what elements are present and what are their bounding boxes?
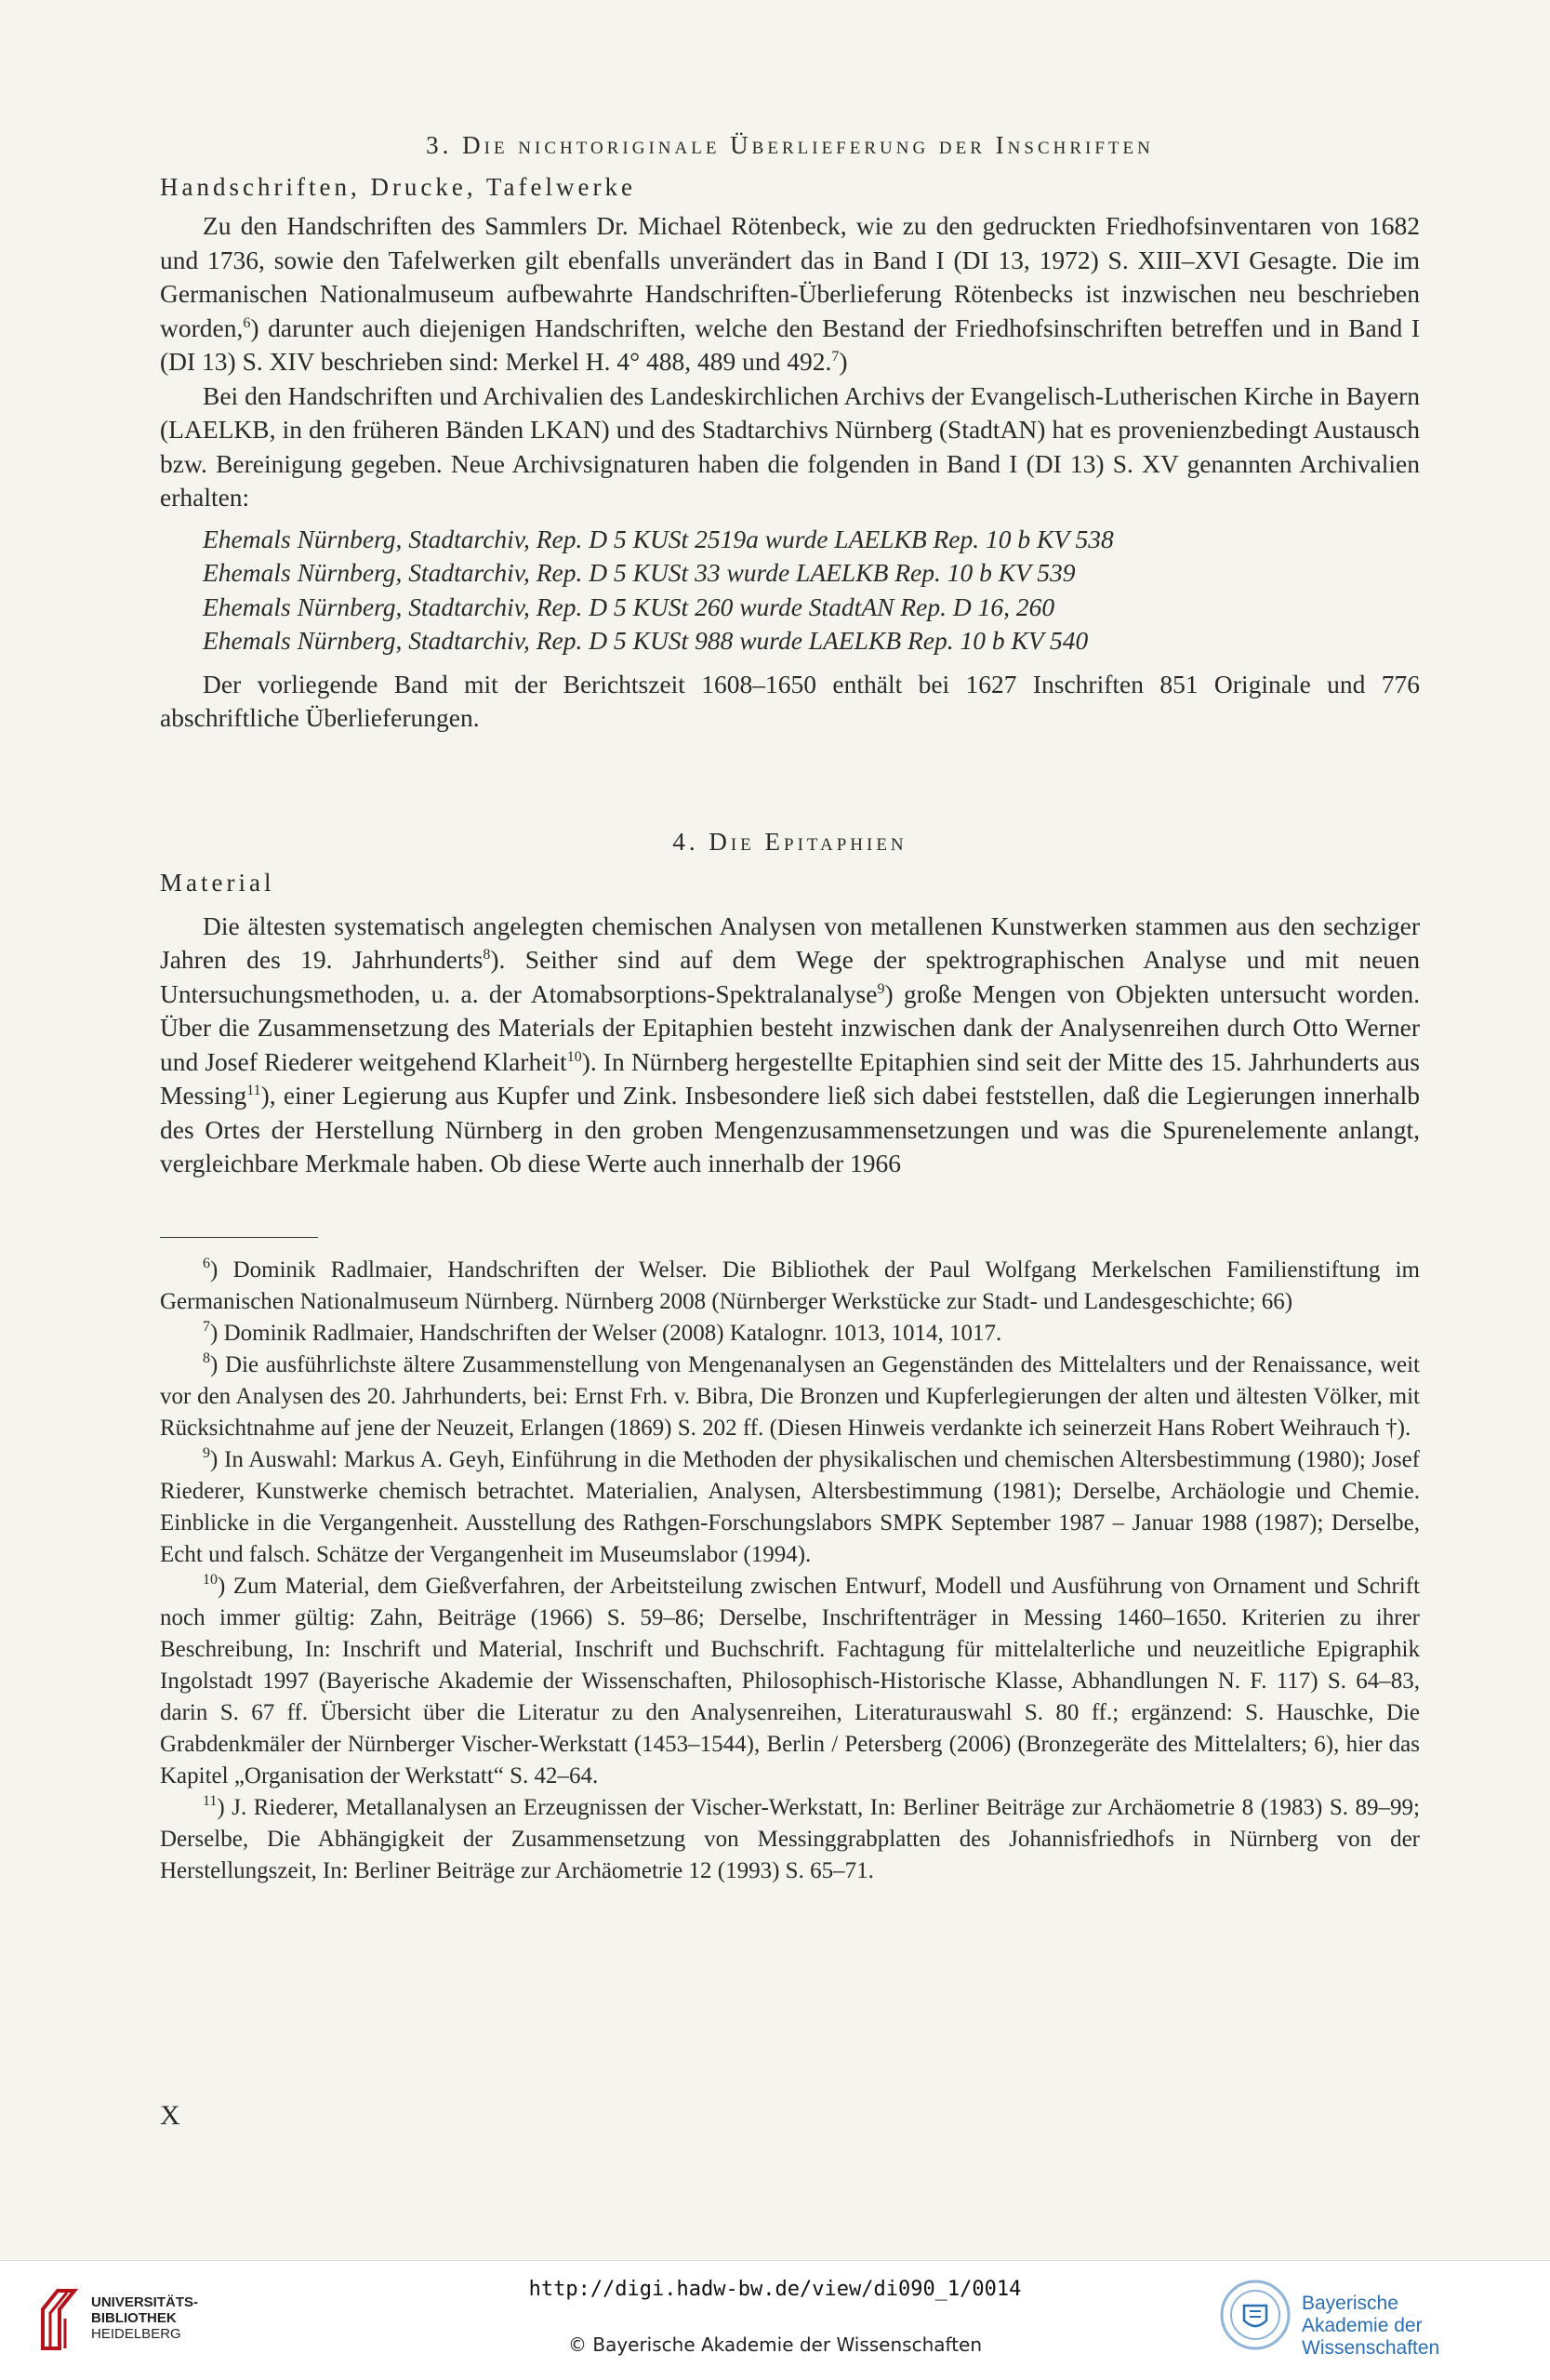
text-run: ) darunter auch diejenigen Handschriften, welche den Bestand der Friedhofsinschriften betreffen und in Band I (DI 13) S. XIV beschrieben sind: Merkel H. 4° 488, 489 und 492.	[160, 312, 1420, 376]
footnote-text: ) Dominik Radlmaier, Handschriften der Welser (2008) Katalognr. 1013, 1014, 1017.	[210, 1320, 1002, 1346]
page-content	[160, 128, 1420, 1887]
footnote-ref-6[interactable]: 6	[243, 314, 251, 331]
text-run: ), einer Legierung aus Kupfer und Zink. Insbesondere ließ sich dabei feststellen, daß die Legierungen innerhalb des Ortes der Herstellung Nürnberg in den groben Mengenzusammensetzungen und was die Spurenelemente anlangt, vergleichbare Merkmale haben. Ob diese Werte auch innerhalb der 1966	[160, 1081, 1420, 1177]
permalink-url[interactable]: http://digi.hadw-bw.de/view/di090_1/0014	[528, 2278, 1022, 2301]
section-4-subtitle: Material	[160, 869, 275, 897]
section-3-paragraph-2: Bei den Handschriften und Archivalien des Landeskirchlichen Archivs der Evangelisch-Lutherischen Kirche in Bayern (LAELKB, in den früheren Bänden LKAN) und des Stadtarchivs Nürnberg (StadtAN) hat es provenienzbedingt Austausch bzw. Bereinigung gegeben. Neue Archivsignaturen haben die folgenden in Band I (DI 13) S. XV genannten Archivalien erhalten:	[160, 380, 1420, 512]
text-run: ) große Mengen von Objekten untersucht worden. Über die Zusammensetzung des Materials der Epitaphien besteht inzwischen dank der Analysenreihen durch Otto Werner und Josef Riederer weitgehend Klarheit	[160, 978, 1420, 1076]
text-run: Die ältesten systematisch angelegten chemischen Analysen von metallenen Kunstwerken stammen aus den sechziger Jahren des 19. Jahrhunderts	[160, 911, 1420, 974]
text-run: Zu den Handschriften des Sammlers Dr. Michael Rötenbeck, wie zu den gedruckten Friedhofsinventaren von 1682 und 1736, sowie den Tafelwerken gilt ebenfalls unverändert das in Band I (DI 13, 1972) S. XIII–XVI Gesagte. Die im Germanischen Nationalmuseum aufbewahrte Handschriften-Überlieferung Rötenbecks ist inzwischen neu beschrieben worden,	[160, 211, 1420, 342]
footnote-ref-8[interactable]: 8	[483, 947, 491, 963]
footnote-divider	[160, 1237, 318, 1238]
footnote-number: 10	[203, 1571, 218, 1588]
baw-seal-icon	[1218, 2278, 1292, 2352]
baw-line-2: Akademie der Wissenschaften	[1302, 2315, 1440, 2359]
footnote-ref-11[interactable]: 11	[246, 1083, 261, 1098]
footnotes	[160, 1255, 1420, 1887]
footnote-9	[160, 1444, 1420, 1571]
archive-item: Ehemals Nürnberg, Stadtarchiv, Rep. D 5 KUSt 988 wurde LAELKB Rep. 10 b KV 540	[203, 626, 1089, 655]
archive-item: Ehemals Nürnberg, Stadtarchiv, Rep. D 5 KUSt 260 wurde StadtAN Rep. D 16, 260	[203, 592, 1055, 621]
footnote-number: 9	[203, 1444, 210, 1461]
footnote-11	[160, 1792, 1420, 1887]
page-number: X	[160, 2100, 180, 2131]
footnote-text: ) Dominik Radlmaier, Handschriften der Welser. Die Bibliothek der Paul Wolfgang Merkelschen Familienstiftung im Germanischen Nationalmuseum Nürnberg. Nürnberg 2008 (Nürnberger Werkstücke zur Stadt- und Landesgeschichte; 66)	[160, 1256, 1420, 1314]
footnote-10	[160, 1571, 1420, 1792]
footnote-text: ) Die ausführlichste ältere Zusammenstellung von Mengenanalysen an Gegenständen des Mittelalters und der Renaissance, weit vor den Analysen des 20. Jahrhunderts, bei: Ernst Frh. v. Bibra, Die Bronzen und Kupferlegierungen der alten und ältesten Völker, mit Rücksichtnahme auf jene der Neuzeit, Erlangen (1869) S. 202 ff. (Diesen Hinweis verdankte ich seinerzeit Hans Robert Weihrauch †).	[160, 1351, 1420, 1441]
section-4-paragraph-1	[160, 910, 1420, 1181]
ub-line-1: UNIVERSITÄTS-	[91, 2294, 199, 2310]
footnote-number: 7	[203, 1318, 210, 1335]
text-run: ). In Nürnberg hergestellte Epitaphien sind seit der Mitte des 15. Jahrhunderts aus Messing	[160, 1046, 1420, 1110]
section-3-paragraph-3: Der vorliegende Band mit der Berichtszeit 1608–1650 enthält bei 1627 Inschriften 851 Originale und 776 abschriftliche Überlieferungen.	[160, 669, 1420, 732]
footnote-ref-7[interactable]: 7	[831, 349, 840, 365]
section-4-title: 4. Die Epitaphien	[672, 827, 907, 856]
footnote-6	[160, 1255, 1420, 1318]
baw-line-1: Bayerische	[1302, 2293, 1398, 2314]
footnote-number: 8	[203, 1350, 210, 1366]
ub-line-2: BIBLIOTHEK	[91, 2310, 177, 2326]
footnote-text: ) In Auswahl: Markus A. Geyh, Einführung in die Methoden der physikalischen und chemischen Altersbestimmung (1980); Josef Riederer, Kunstwerke chemisch betrachtet. Materialien, Analysen, Altersbestimmung (1981); Derselbe, Archäologie und Chemie. Einblicke in die Vergangenheit. Ausstellung des Rathgen-Forschungslabors SMPK September 1987 – Januar 1988 (1987); Derselbe, Echt und falsch. Schätze der Vergangenheit im Museumslabor (1994).	[160, 1446, 1420, 1567]
section-3-subtitle: Handschriften, Drucke, Tafelwerke	[160, 172, 636, 201]
footnote-8	[160, 1350, 1420, 1444]
copyright-notice: © Bayerische Akademie der Wissenschaften	[567, 2333, 983, 2356]
archive-item: Ehemals Nürnberg, Stadtarchiv, Rep. D 5 KUSt 2519a wurde LAELKB Rep. 10 b KV 538	[203, 524, 1114, 553]
footnote-7	[160, 1318, 1420, 1350]
viewer-footer	[0, 2260, 1550, 2380]
baw-logo[interactable]	[1218, 2278, 1534, 2361]
text-run: ). Seither sind auf dem Wege der spektrographischen Analyse und mit neuen Untersuchungsmethoden, u. a. der Atomabsorptions-Spektralanalyse	[160, 945, 1421, 1008]
footnote-number: 11	[203, 1792, 218, 1809]
footnote-number: 6	[203, 1255, 210, 1271]
archive-item: Ehemals Nürnberg, Stadtarchiv, Rep. D 5 KUSt 33 wurde LAELKB Rep. 10 b KV 539	[203, 558, 1076, 587]
footnote-ref-9[interactable]: 9	[877, 980, 885, 997]
archive-signature-list	[203, 523, 1420, 658]
text-run: )	[839, 347, 848, 376]
footnote-ref-10[interactable]: 10	[566, 1048, 582, 1065]
section-3-title: 3. Die nichtoriginale Überlieferung der Inschriften	[426, 131, 1154, 159]
section-3-paragraph-1	[160, 209, 1420, 379]
footnote-text: ) Zum Material, dem Gießverfahren, der Arbeitsteilung zwischen Entwurf, Modell und Ausführung von Ornament und Schrift noch immer gültig: Zahn, Beiträge (1966) S. 59–86; Derselbe, Inschriftenträger in Messing 1460–1650. Kriterien zu ihrer Beschreibung, In: Inschrift und Material, Inschrift und Buchschrift. Fachtagung für mittelalterliche und neuzeitliche Epigraphik Ingolstadt 1997 (Bayerische Akademie der Wissenschaften, Philosophisch-Historische Klasse, Abhandlungen N. F. 117) S. 64–83, darin S. 67 ff. Übersicht über die Literatur zu den Analysenreihen, Literaturauswahl S. 80 ff.; ergänzend: S. Hauschke, Die Grabdenkmäler der Nürnberger Vischer-Werkstatt (1453–1544), Berlin / Petersberg (2006) (Bronzegeräte des Mittelalters; 6), hier das Kapitel „Organisation der Werkstatt“ S. 42–64.	[160, 1573, 1420, 1788]
footnote-text: ) J. Riederer, Metallanalysen an Erzeugnissen der Vischer-Werkstatt, In: Berliner Beiträge zur Archäometrie 8 (1983) S. 89–99; Derselbe, Die Abhängigkeit der Zusammensetzung von Messinggrabplatten des Johannisfriedhofs in Nürnberg von der Herstellungszeit, In: Berliner Beiträge zur Archäometrie 12 (1993) S. 65–71.	[160, 1794, 1420, 1883]
baw-logo-text	[1302, 2293, 1534, 2360]
ub-line-3: HEIDELBERG	[91, 2326, 181, 2342]
